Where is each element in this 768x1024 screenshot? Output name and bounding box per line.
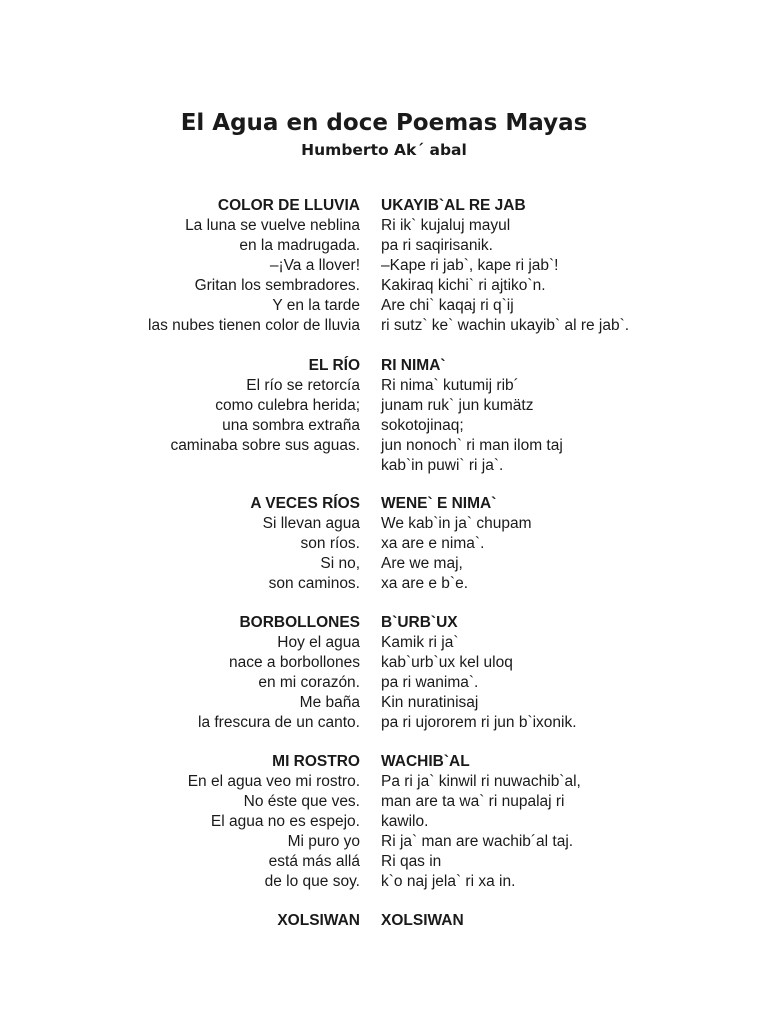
poem-line: Si llevan agua (262, 515, 360, 532)
poem-line: Ri qas in (381, 853, 442, 870)
poem-line: jun nonoch` ri man ilom taj (381, 437, 563, 454)
poem-line: kawilo. (381, 813, 429, 830)
poem-line: caminaba sobre sus aguas. (170, 437, 360, 454)
poem-spanish-column (0, 613, 360, 733)
poem-line: pa ri saqirisanik. (381, 237, 493, 254)
poem-line: Si no, (320, 555, 360, 572)
poem-title-spanish: EL RÍO (308, 357, 360, 374)
poem-line: una sombra extraña (222, 417, 360, 434)
poem-line: junam ruk` jun kumätz (381, 397, 534, 414)
poem-line: La luna se vuelve neblina (185, 217, 360, 234)
poem-spanish-column (0, 494, 360, 594)
poem-line: Are we maj, (381, 555, 463, 572)
poem-title-kiche: WACHIB`AL (381, 753, 470, 770)
poem-line: Gritan los sembradores. (194, 277, 360, 294)
poem-spanish-column (0, 752, 360, 892)
poem-line: Pa ri ja` kinwil ri nuwachib`al, (381, 773, 581, 790)
poem-line: –Kape ri jab`, kape ri jab`! (381, 257, 559, 274)
poem-kiche-column (381, 356, 761, 476)
poem-spanish-column (0, 356, 360, 476)
poem-line: We kab`in ja` chupam (381, 515, 532, 532)
poem-spanish-column (0, 911, 360, 931)
poem-title-kiche: UKAYIB`AL RE JAB (381, 197, 526, 214)
poem-line: son ríos. (300, 535, 360, 552)
poem-line: Y en la tarde (272, 297, 360, 314)
poem-line: las nubes tienen color de lluvia (148, 317, 360, 334)
poem-line: pa ri ujororem ri jun b`ixonik. (381, 714, 577, 731)
poem-title-spanish: BORBOLLONES (239, 614, 360, 631)
poem-line: El río se retorcía (246, 377, 360, 394)
poem-xolsiwan (0, 911, 768, 931)
poem-line: de lo que soy. (264, 873, 360, 890)
poem-line: k`o naj jela` ri xa in. (381, 873, 516, 890)
poem-title-kiche: WENE` E NIMA` (381, 495, 497, 512)
poem-line: pa ri wanima`. (381, 674, 479, 691)
poem-line: son caminos. (268, 575, 360, 592)
poem-line: en mi corazón. (258, 674, 360, 691)
poem-line: kab`in puwi` ri ja`. (381, 457, 504, 474)
poem-line: Ri ja` man are wachib´al taj. (381, 833, 574, 850)
document-header (0, 108, 768, 160)
poem-line: ri sutz` ke` wachin ukayib` al re jab`. (381, 317, 630, 334)
poem-color-de-lluvia (0, 196, 768, 336)
poem-kiche-column (381, 752, 761, 892)
poem-line: Kamik ri ja` (381, 634, 459, 651)
poem-line: xa are e nima`. (381, 535, 485, 552)
poem-mi-rostro (0, 752, 768, 892)
poem-line: está más allá (268, 853, 360, 870)
poem-a-veces-rios (0, 494, 768, 594)
poem-title-spanish: MI ROSTRO (272, 753, 360, 770)
poem-line: Kakiraq kichi` ri ajtiko`n. (381, 277, 546, 294)
poem-kiche-column (381, 196, 761, 336)
poem-line: la frescura de un canto. (198, 714, 360, 731)
poem-line: El agua no es espejo. (210, 813, 360, 830)
poem-line: sokotojinaq; (381, 417, 464, 434)
poem-title-kiche: RI NIMA` (381, 357, 446, 374)
document-title: El Agua en doce Poemas Mayas (180, 110, 588, 136)
poem-line: Are chi` kaqaj ri q`ij (381, 297, 514, 314)
poem-line: No éste que ves. (243, 793, 360, 810)
document-author: Humberto Ak´ abal (301, 141, 467, 159)
poem-title-spanish: XOLSIWAN (277, 912, 360, 929)
poem-line: Me baña (299, 694, 360, 711)
poem-line: Hoy el agua (277, 634, 360, 651)
poem-kiche-column (381, 494, 761, 594)
poem-title-spanish: COLOR DE LLUVIA (217, 197, 360, 214)
poem-kiche-column (381, 613, 761, 733)
poem-line: xa are e b`e. (381, 575, 469, 592)
poem-line: man are ta wa` ri nupalaj ri (381, 793, 565, 810)
poem-spanish-column (0, 196, 360, 336)
poem-line: Ri nima` kutumij rib´ (381, 377, 519, 394)
poem-el-rio (0, 356, 768, 476)
poem-line: Kin nuratinisaj (381, 694, 479, 711)
poem-borbollones (0, 613, 768, 733)
poem-title-kiche: B`URB`UX (381, 614, 458, 631)
poem-title-kiche: XOLSIWAN (381, 912, 464, 929)
poem-line: Mi puro yo (287, 833, 360, 850)
poem-line: en la madrugada. (239, 237, 360, 254)
poem-title-spanish: A VECES RÍOS (250, 495, 360, 512)
poem-line: nace a borbollones (229, 654, 360, 671)
poem-kiche-column (381, 911, 761, 931)
poem-line: –¡Va a llover! (269, 257, 360, 274)
poem-line: kab`urb`ux kel uloq (381, 654, 513, 671)
poem-line: como culebra herida; (215, 397, 360, 414)
poem-line: En el agua veo mi rostro. (187, 773, 360, 790)
poem-line: Ri ik` kujaluj mayul (381, 217, 511, 234)
